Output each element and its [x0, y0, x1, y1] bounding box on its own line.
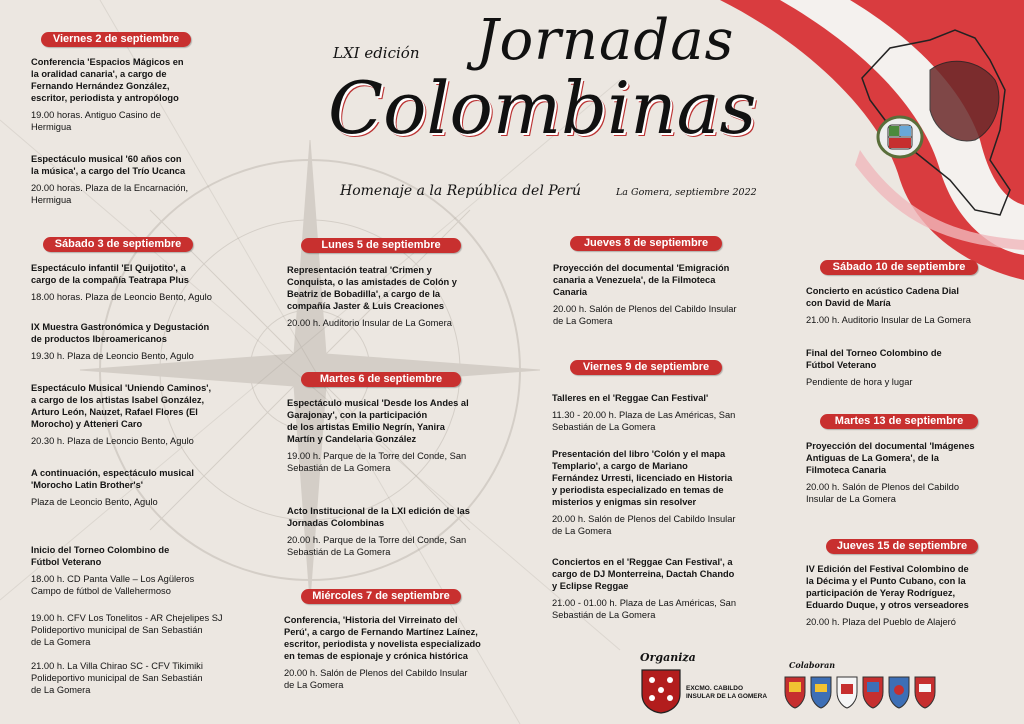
event-detail: 20.00 h. Salón de Plenos del Cabildo Insular de La Gomera	[553, 304, 737, 326]
event-item	[287, 264, 487, 329]
event-title: Espectáculo musical 'Desde los Andes al Garajonay', con la participación de los artistas Emilio Negrín, Yanira Martín y Candelaria González	[287, 398, 469, 444]
municipal-shield-icon	[889, 677, 909, 708]
event-title: Inicio del Torneo Colombino de Fútbol Veterano	[31, 545, 170, 567]
cabildo-shield-icon	[640, 668, 682, 714]
event-detail: 20.00 horas. Plaza de la Encarnación, Hermigua	[31, 183, 189, 205]
event-item	[31, 153, 231, 206]
event-title: Proyección del documental 'Emigración canaria a Venezuela', de la Filmoteca Canaria	[553, 263, 730, 297]
event-title: Final del Torneo Colombino de Fútbol Veterano	[806, 348, 942, 370]
event-detail: 20.00 h. Auditorio Insular de La Gomera	[287, 318, 452, 328]
municipal-shield-icon	[863, 677, 883, 708]
event-detail: 19.00 h. CFV Los Tonelitos - AR Chejelipes SJ Polideportivo municipal de San Sebastián de La Gomera	[31, 613, 223, 647]
event-item	[552, 392, 762, 433]
event-detail: 19.00 h. Parque de la Torre del Conde, San Sebastián de La Gomera	[287, 451, 467, 473]
event-detail: 21.00 h. La Villa Chirao SC - CFV Tikimiki Polideportivo municipal de San Sebastián de La Gomera	[31, 661, 203, 695]
event-detail: 19.30 h. Plaza de Leoncio Bento, Agulo	[31, 351, 194, 361]
event-title: IX Muestra Gastronómica y Degustación de productos Iberoamericanos	[31, 322, 210, 344]
event-detail: 20.00 h. Salón de Plenos del Cabildo Insular de La Gomera	[552, 514, 736, 536]
day-header-sabado-10: Sábado 10 de septiembre	[820, 260, 978, 275]
event-title: Espectáculo infantil 'El Quijotito', a cargo de la compañía Teatrapa Plus	[31, 263, 189, 285]
day-header-jueves-8: Jueves 8 de septiembre	[570, 236, 722, 251]
event-item	[806, 440, 1006, 505]
page-title-line2: Colombinas	[328, 66, 757, 150]
municipal-shield-icon	[837, 677, 857, 708]
event-title: IV Edición del Festival Colombino de la Décima y el Punto Cubano, con la participación de Yeray Rodríguez, Eduardo Duque, y otros verseadores	[806, 564, 969, 610]
page-title-line1: Jornadas	[476, 8, 735, 73]
event-item	[287, 505, 497, 558]
event-item	[31, 56, 231, 133]
event-title: A continuación, espectáculo musical 'Morocho Latin Brother's'	[31, 468, 194, 490]
event-title: Espectáculo musical '60 años con la música', a cargo del Trío Ucanca	[31, 154, 186, 176]
event-title: Presentación del libro 'Colón y el mapa Templario', a cargo de Mariano Fernández Urresti, licenciado en Historia y periodista especializado en temas de misterios y enigmas sin resolver	[552, 449, 733, 507]
municipal-shield-icon	[785, 677, 805, 708]
municipal-shields-row	[782, 672, 942, 712]
event-title: Talleres en el 'Reggae Can Festival'	[552, 393, 709, 403]
event-detail: 18.00 horas. Plaza de Leoncio Bento, Agulo	[31, 292, 212, 302]
event-detail: 20.00 h. Salón de Plenos del Cabildo Insular de La Gomera	[806, 482, 959, 504]
event-detail: 21.00 h. Auditorio Insular de La Gomera	[806, 315, 971, 325]
event-detail: 19.00 horas. Antiguo Casino de Hermigua	[31, 110, 161, 132]
event-title: Conciertos en el 'Reggae Can Festival', a cargo de DJ Monterreina, Dactah Chando y Eclipse Reggae	[552, 557, 735, 591]
event-item	[552, 448, 767, 537]
event-item	[284, 614, 504, 691]
event-title: Conferencia, 'Historia del Virreinato del Perú', a cargo de Fernando Martínez Laínez, escritor, periodista y novelista especializado en temas de espionaje y crónica histórica	[284, 615, 481, 661]
event-detail: 20.00 h. Plaza del Pueblo de Alajeró	[806, 617, 956, 627]
place-date: La Gomera, septiembre 2022	[616, 187, 757, 198]
event-item	[806, 347, 1006, 388]
day-header-martes-13: Martes 13 de septiembre	[820, 414, 978, 429]
event-item	[287, 397, 492, 474]
day-header-sabado-3: Sábado 3 de septiembre	[43, 237, 193, 252]
event-title: Conferencia 'Espacios Mágicos en la oralidad canaria', a cargo de Fernando Hernández González, escritor, periodista y antropólogo	[31, 57, 184, 103]
event-item	[552, 556, 767, 621]
event-detail: Pendiente de hora y lugar	[806, 377, 913, 387]
event-detail: 11.30 - 20.00 h. Plaza de Las Américas, San Sebastián de La Gomera	[552, 410, 736, 432]
event-detail: 20.30 h. Plaza de Leoncio Bento, Agulo	[31, 436, 194, 446]
municipal-shield-icon	[811, 677, 831, 708]
event-item	[31, 467, 246, 508]
day-header-martes-6: Martes 6 de septiembre	[301, 372, 461, 387]
municipal-shield-icon	[915, 677, 935, 708]
event-item	[806, 285, 1006, 326]
event-item	[806, 563, 1011, 628]
day-header-lunes-5: Lunes 5 de septiembre	[301, 238, 461, 253]
event-item	[31, 612, 246, 648]
event-title: Representación teatral 'Crimen y Conquista, o las amistades de Colón y Beatriz de Bobadilla', a cargo de la compañía Jaster & Luis Creaciones	[287, 265, 457, 311]
event-title: Proyección del documental 'Imágenes Antiguas de La Gomera', de la Filmoteca Canaria	[806, 441, 975, 475]
event-item	[553, 262, 758, 327]
day-header-viernes-9: Viernes 9 de septiembre	[570, 360, 722, 375]
event-title: Concierto en acústico Cadena Dial con David de María	[806, 286, 959, 308]
peru-coat-of-arms-icon	[878, 117, 922, 157]
event-detail: 20.00 h. Salón de Plenos del Cabildo Insular de La Gomera	[284, 668, 468, 690]
edition-label: LXI edición	[333, 44, 420, 62]
event-item	[31, 321, 246, 362]
event-title: Espectáculo Musical 'Uniendo Caminos', a cargo de los artistas Isabel González, Arturo León, Nauzet, Rafael Flores (El Morocho) y Atteneri Caro	[31, 383, 212, 429]
day-header-miercoles-7: Miércoles 7 de septiembre	[301, 589, 461, 604]
event-detail: 18.00 h. CD Panta Valle – Los Agüleros Campo de fútbol de Vallehermoso	[31, 574, 195, 596]
event-detail: 21.00 - 01.00 h. Plaza de Las Américas, San Sebastián de La Gomera	[552, 598, 736, 620]
event-detail: Plaza de Leoncio Bento, Agulo	[31, 497, 158, 507]
event-item	[31, 660, 246, 696]
event-item	[31, 262, 246, 303]
event-title: Acto Institucional de la LXI edición de las Jornadas Colombinas	[287, 506, 470, 528]
colaboran-label: Colaboran	[789, 660, 836, 670]
event-item	[31, 382, 246, 447]
day-header-jueves-15: Jueves 15 de septiembre	[826, 539, 978, 554]
subtitle: Homenaje a la República del Perú	[340, 183, 582, 199]
cabildo-label: EXCMO. CABILDO INSULAR DE LA GOMERA	[686, 685, 768, 700]
day-header-viernes-2: Viernes 2 de septiembre	[41, 32, 191, 47]
event-item	[31, 544, 246, 597]
event-detail: 20.00 h. Parque de la Torre del Conde, San Sebastián de La Gomera	[287, 535, 467, 557]
organiza-label: Organiza	[640, 651, 696, 664]
